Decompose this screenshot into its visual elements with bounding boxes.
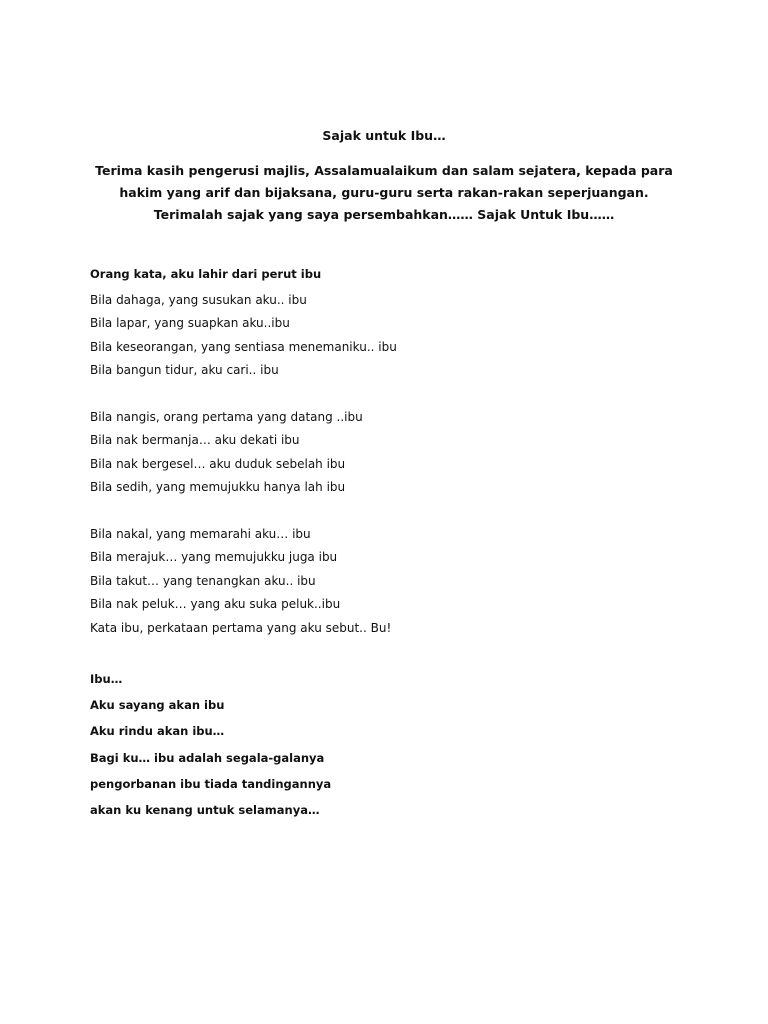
poem-line: Bila merajuk… yang memujukku juga ibu [90, 550, 338, 565]
intro-paragraph: Terima kasih pengerusi majlis, Assalamualaikum dan salam sejatera, kepada para hakim yang arif dan bijaksana, guru-guru serta rakan-rakan seperjuangan. Terimalah sajak yang saya persembahkan…… Sajak Untuk Ibu…… [95, 163, 673, 222]
poem-line: Bila bangun tidur, aku cari.. ibu [90, 363, 279, 378]
poem-line: Kata ibu, perkataan pertama yang aku sebut.. Bu! [90, 620, 392, 635]
poem-title: Sajak untuk Ibu… [322, 128, 446, 143]
opening-line: Orang kata, aku lahir dari perut ibu [90, 267, 322, 281]
closing-line: Aku sayang akan ibu [90, 698, 225, 713]
poem-line: Bila nak peluk… yang aku suka peluk..ibu [90, 597, 341, 612]
closing-line: Bagi ku… ibu adalah segala-galanya [90, 750, 325, 765]
poem-line: Bila sedih, yang memujukku hanya lah ibu [90, 480, 346, 495]
poem-line: Bila dahaga, yang susukan aku.. ibu [90, 293, 307, 307]
closing-line: pengorbanan ibu tiada tandingannya [90, 776, 332, 791]
poem-line: Bila takut… yang tenangkan aku.. ibu [90, 573, 316, 588]
poem-line: Bila nak bermanja… aku dekati ibu [90, 433, 300, 448]
stanza-3 [90, 523, 391, 640]
stanza-2 [90, 406, 363, 500]
poem-line: Bila nak bergesel… aku duduk sebelah ibu [90, 456, 346, 471]
closing-line: akan ku kenang untuk selamanya… [90, 802, 320, 817]
closing-line: Aku rindu akan ibu… [90, 724, 225, 739]
poem-line: Bila lapar, yang suapkan aku..ibu [90, 316, 290, 331]
closing-line: Ibu… [90, 672, 123, 686]
poem-line: Bila nakal, yang memarahi aku… ibu [90, 527, 311, 541]
stanza-1 [90, 289, 397, 383]
poem-line: Bila nangis, orang pertama yang datang ..ibu [90, 410, 363, 424]
poem-line: Bila keseorangan, yang sentiasa menemaniku.. ibu [90, 339, 397, 354]
closing-stanza [90, 666, 331, 823]
